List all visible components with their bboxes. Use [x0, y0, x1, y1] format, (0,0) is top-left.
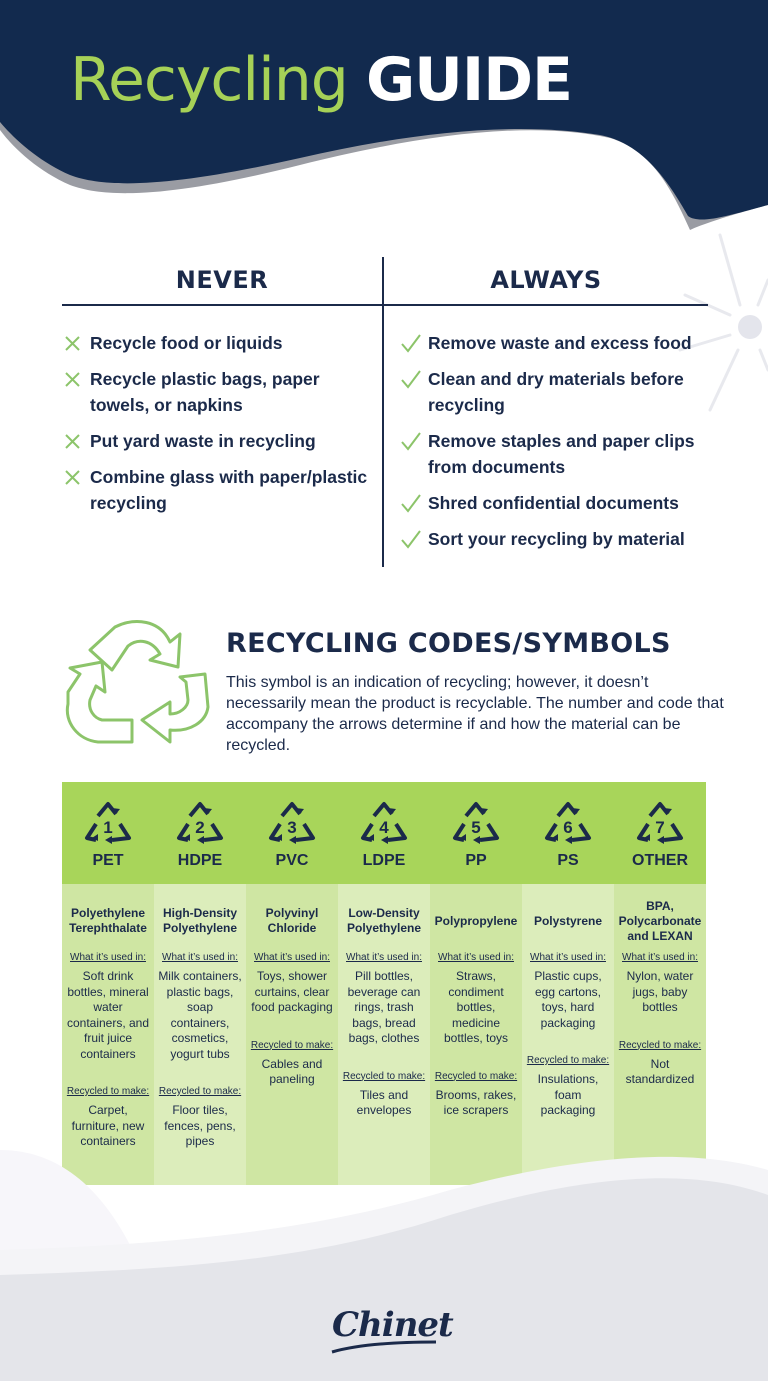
code-abbreviation: HDPE — [177, 852, 223, 869]
recycled-to-label: Recycled to make: — [434, 1070, 518, 1082]
recycled-to-label: Recycled to make: — [618, 1039, 702, 1051]
never-item: Put yard waste in recycling — [62, 428, 380, 454]
recycle-triangle-icon — [542, 800, 594, 848]
material-name: Low-Density Polyethylene — [346, 906, 422, 935]
code-column-ldpe — [338, 782, 430, 1185]
code-header — [62, 782, 154, 884]
check-mark-icon — [400, 368, 422, 390]
material-name: Polyethylene Terephthalate — [69, 906, 147, 935]
recycled-to-value: Carpet, furniture, new containers — [71, 1103, 145, 1148]
code-details — [246, 884, 338, 1185]
code-details — [154, 884, 246, 1185]
code-column-pet — [62, 782, 154, 1185]
material-name: Polypropylene — [434, 913, 518, 928]
recycled-to-value: Floor tiles, fences, pens, pipes — [164, 1103, 236, 1148]
code-column-pp — [430, 782, 522, 1185]
code-details — [522, 884, 614, 1185]
used-in-value: Straws, condiment bottles, medicine bottles, toys — [443, 969, 509, 1045]
always-list — [400, 330, 700, 562]
material-name: Polystyrene — [533, 913, 603, 928]
check-mark-icon — [400, 528, 422, 550]
recycled-to-label: Recycled to make: — [342, 1070, 426, 1082]
svg-text:4: 4 — [379, 818, 389, 837]
material-name: BPA, Polycarbonate and LEXAN — [618, 898, 702, 943]
code-abbreviation: PS — [557, 852, 579, 869]
always-item: Clean and dry materials before recycling — [400, 366, 700, 418]
x-mark-icon — [62, 368, 84, 390]
always-item: Remove waste and excess food — [400, 330, 700, 356]
svg-text:6: 6 — [563, 818, 573, 837]
code-details — [338, 884, 430, 1185]
code-abbreviation: LDPE — [362, 852, 406, 869]
svg-text:1: 1 — [103, 818, 113, 837]
code-column-pvc — [246, 782, 338, 1185]
recycle-triangle-icon — [358, 800, 410, 848]
never-item: Combine glass with paper/plastic recycling — [62, 464, 380, 516]
logo-swash-icon — [330, 1338, 440, 1356]
recycled-to-value: Not standardized — [625, 1056, 695, 1086]
code-column-other — [614, 782, 706, 1185]
chinet-logo: Chinet — [332, 1305, 453, 1345]
always-item: Sort your recycling by material — [400, 526, 700, 552]
code-header — [522, 782, 614, 884]
code-abbreviation: PET — [92, 852, 124, 869]
material-name: High-Density Polyethylene — [162, 906, 238, 935]
code-column-ps — [522, 782, 614, 1185]
check-mark-icon — [400, 430, 422, 452]
title-guide: GUIDE — [365, 45, 573, 115]
recycled-to-label: Recycled to make: — [526, 1055, 610, 1066]
code-details — [614, 884, 706, 1185]
code-header — [154, 782, 246, 884]
used-in-value: Pill bottles, beverage can rings, trash bags, bread bags, clothes — [347, 969, 421, 1045]
used-in-label: What it’s used in: — [70, 952, 146, 963]
svg-text:7: 7 — [655, 818, 665, 837]
code-header — [246, 782, 338, 884]
used-in-value: Nylon, water jugs, baby bottles — [626, 969, 694, 1014]
used-in-label: What it’s used in: — [530, 952, 606, 963]
used-in-label: What it’s used in: — [162, 952, 238, 963]
recycled-to-label: Recycled to make: — [250, 1039, 334, 1051]
recycled-to-label: Recycled to make: — [66, 1086, 150, 1097]
recycled-to-value: Insulations, foam packaging — [537, 1072, 599, 1117]
code-abbreviation: OTHER — [632, 852, 688, 869]
codes-title: RECYCLING CODES/SYMBOLS — [226, 628, 671, 659]
recycling-codes-table — [62, 782, 706, 1185]
never-item: Recycle plastic bags, paper towels, or napkins — [62, 366, 380, 418]
page-title — [70, 45, 573, 115]
used-in-label: What it’s used in: — [622, 952, 698, 963]
always-item: Remove staples and paper clips from documents — [400, 428, 700, 480]
x-mark-icon — [62, 430, 84, 452]
recycle-triangle-icon — [266, 800, 318, 848]
code-column-hdpe — [154, 782, 246, 1185]
horizontal-divider — [62, 304, 708, 306]
recycle-triangle-icon — [82, 800, 134, 848]
material-name: Polyvinyl Chloride — [265, 906, 319, 935]
always-item: Shred confidential documents — [400, 490, 700, 516]
used-in-value: Soft drink bottles, mineral water containers, and fruit juice containers — [66, 969, 150, 1061]
check-mark-icon — [400, 332, 422, 354]
used-in-value: Milk containers, plastic bags, soap containers, cosmetics, yogurt tubs — [158, 969, 242, 1061]
code-abbreviation: PVC — [275, 852, 309, 869]
used-in-value: Plastic cups, egg cartons, toys, hard packaging — [534, 969, 602, 1030]
x-mark-icon — [62, 332, 84, 354]
svg-text:3: 3 — [287, 818, 297, 837]
svg-text:5: 5 — [471, 818, 481, 837]
vertical-divider — [382, 257, 384, 567]
recycling-arrows-icon — [60, 612, 210, 752]
used-in-label: What it’s used in: — [254, 952, 330, 963]
header-wave-background — [0, 0, 768, 240]
recycle-triangle-icon — [174, 800, 226, 848]
never-heading: NEVER — [175, 266, 269, 294]
used-in-label: What it’s used in: — [346, 952, 422, 963]
svg-text:2: 2 — [195, 818, 205, 837]
never-item: Recycle food or liquids — [62, 330, 380, 356]
used-in-label: What it’s used in: — [438, 952, 514, 963]
recycled-to-value: Tiles and envelopes — [356, 1087, 412, 1117]
check-mark-icon — [400, 492, 422, 514]
code-header — [338, 782, 430, 884]
recycle-triangle-icon — [634, 800, 686, 848]
recycled-to-value: Cables and paneling — [261, 1056, 323, 1086]
recycle-triangle-icon — [450, 800, 502, 848]
recycled-to-label: Recycled to make: — [158, 1086, 242, 1097]
code-details — [62, 884, 154, 1185]
code-header — [430, 782, 522, 884]
code-abbreviation: PP — [465, 852, 487, 869]
title-recycling: Recycling — [70, 45, 348, 115]
recycled-to-value: Brooms, rakes, ice scrapers — [435, 1087, 517, 1117]
code-details — [430, 884, 522, 1185]
code-header — [614, 782, 706, 884]
used-in-value: Toys, shower curtains, clear food packaging — [251, 969, 333, 1014]
always-heading: ALWAYS — [490, 266, 602, 294]
x-mark-icon — [62, 466, 84, 488]
never-list — [62, 330, 380, 526]
codes-description: This symbol is an indication of recycling; however, it doesn’t necessarily mean the product is recyclable. The number and code that accompany the arrows determine if and how the material can be recycled. — [226, 674, 724, 754]
